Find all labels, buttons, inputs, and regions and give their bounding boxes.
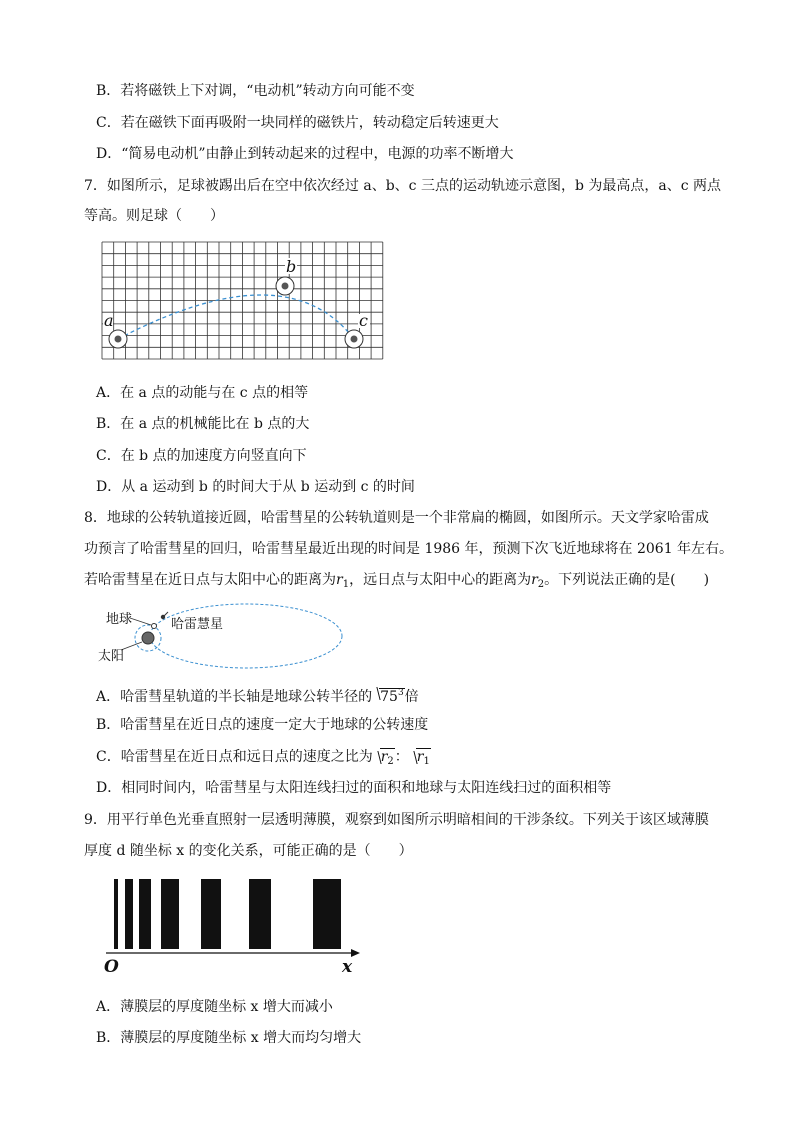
q8-stem3-mid: ，远日点与太阳中心的距离为 (349, 572, 532, 588)
q8-opt-a-sqrt (372, 684, 405, 706)
q7-stem-line2: 等高。则足球（ ） (84, 208, 224, 224)
q7-trajectory-curve (118, 295, 354, 339)
q8-stem3-post: 。下列说法正确的是( ) (544, 572, 710, 588)
q7-option-a: A．在 a 点的动能与在 c 点的相等 (96, 385, 309, 401)
q8-stem3-pre: 若哈雷彗星在近日点与太阳中心的距离为 (84, 572, 336, 588)
q9-fringe-3 (139, 879, 151, 949)
q7-option-d: D．从 a 运动到 b 的时间大于从 b 运动到 c 的时间 (96, 479, 415, 495)
q9-fringe-5 (201, 879, 221, 949)
q8-earth (152, 624, 157, 629)
q7-option-b: B．在 a 点的机械能比在 b 点的大 (96, 416, 310, 432)
q7-label-c: c (359, 311, 368, 330)
q8-opt-c-sqrt-r1 (409, 748, 431, 771)
q8-opt-c-sqrt-r2 (373, 748, 395, 771)
q8-option-a (96, 684, 419, 706)
q8-opt-a-pre: A．哈雷彗星轨道的半长轴是地球公转半径的 (96, 689, 373, 705)
q9-fringe-2 (125, 879, 133, 949)
q8-opt-c-pre: C．哈雷彗星在近日点和远日点的速度之比为 (96, 749, 373, 765)
q6-option-d: D．“简易电动机”由静止到转动起来的过程中，电源的功率不断增大 (96, 146, 514, 162)
q9-fringe-4 (161, 879, 179, 949)
q8-r1-sub: 1 (342, 579, 350, 590)
q9-fringe-figure (96, 872, 376, 978)
q8-label-comet: 哈雷慧星 (171, 617, 224, 632)
q8-opt-c-r2-sub: 2 (387, 756, 394, 767)
q8-comet-orbit (150, 604, 342, 668)
q7-ball-c (345, 330, 363, 348)
q7-stem-line1: 7．如图所示，足球被踢出后在空中依次经过 a、b、c 三点的运动轨迹示意图，b 为最高点，a、c 两点 (84, 178, 722, 194)
q8-opt-c-r2: r (380, 749, 388, 765)
q8-stem-line1: 8．地球的公转轨道接近圆，哈雷彗星的公转轨道则是一个非常扁的椭圆，如图所示。天文学家哈雷成 (84, 510, 709, 526)
q8-opt-c-sep: ： (394, 749, 409, 765)
q9-origin-label: O (104, 957, 119, 977)
q9-fringe-1 (114, 879, 118, 949)
q7-ball-a (109, 330, 127, 348)
q9-axis-arrow (351, 949, 360, 957)
q9-option-b: B．薄膜层的厚度随坐标 x 增大而均匀增大 (96, 1030, 362, 1046)
q8-label-earth: 地球 (106, 612, 133, 627)
q9-axis-label: x (342, 957, 353, 977)
q8-opt-c-r1-sub: 1 (423, 756, 430, 767)
q8-orbit-figure (96, 598, 352, 678)
q7-label-a: a (104, 311, 114, 330)
q9-fringe-6 (249, 879, 271, 949)
q8-sun (142, 632, 154, 644)
q7-grid (102, 242, 383, 359)
q7-ball-b (276, 277, 294, 295)
q6-option-b: B．若将磁铁上下对调，“电动机”转动方向可能不变 (96, 83, 415, 99)
q8-label-sun: 太阳 (98, 649, 125, 664)
q8-option-c (96, 748, 431, 771)
q8-r2-sub: 2 (537, 579, 545, 590)
q9-option-a: A．薄膜层的厚度随坐标 x 增大而减小 (96, 999, 333, 1015)
q6-option-c: C．若在磁铁下面再吸附一块同样的磁铁片，转动稳定后转速更大 (96, 115, 499, 131)
q8-r1: r (336, 572, 343, 588)
q8-opt-c-r1: r (416, 749, 424, 765)
q8-stem-line2: 功预言了哈雷彗星的回归，哈雷彗星最近出现的时间是 1986 年，预测下次飞近地球将在 2061 年左右。 (84, 541, 734, 557)
q8-option-d: D．相同时间内，哈雷彗星与太阳连线扫过的面积和地球与太阳连线扫过的面积相等 (96, 780, 612, 796)
q9-stem-line1: 9．用平行单色光垂直照射一层透明薄膜，观察到如图所示明暗相间的干涉条纹。下列关于该区域薄膜 (84, 812, 709, 828)
q8-option-b: B．哈雷彗星在近日点的速度一定大于地球的公转速度 (96, 717, 429, 733)
q8-opt-a-exp: 3 (397, 688, 404, 698)
q9-stem-line2: 厚度 d 随坐标 x 的变化关系，可能正确的是（ ） (84, 843, 413, 859)
q7-option-c: C．在 b 点的加速度方向竖直向下 (96, 448, 307, 464)
q8-stem-line3 (84, 571, 709, 594)
q7-label-b: b (286, 257, 297, 276)
q8-r2: r (531, 572, 538, 588)
q9-fringe-7 (313, 879, 341, 949)
q8-opt-a-rad: 75 (380, 689, 398, 705)
q7-trajectory-figure (96, 236, 388, 376)
q8-opt-a-post: 倍 (404, 689, 419, 705)
